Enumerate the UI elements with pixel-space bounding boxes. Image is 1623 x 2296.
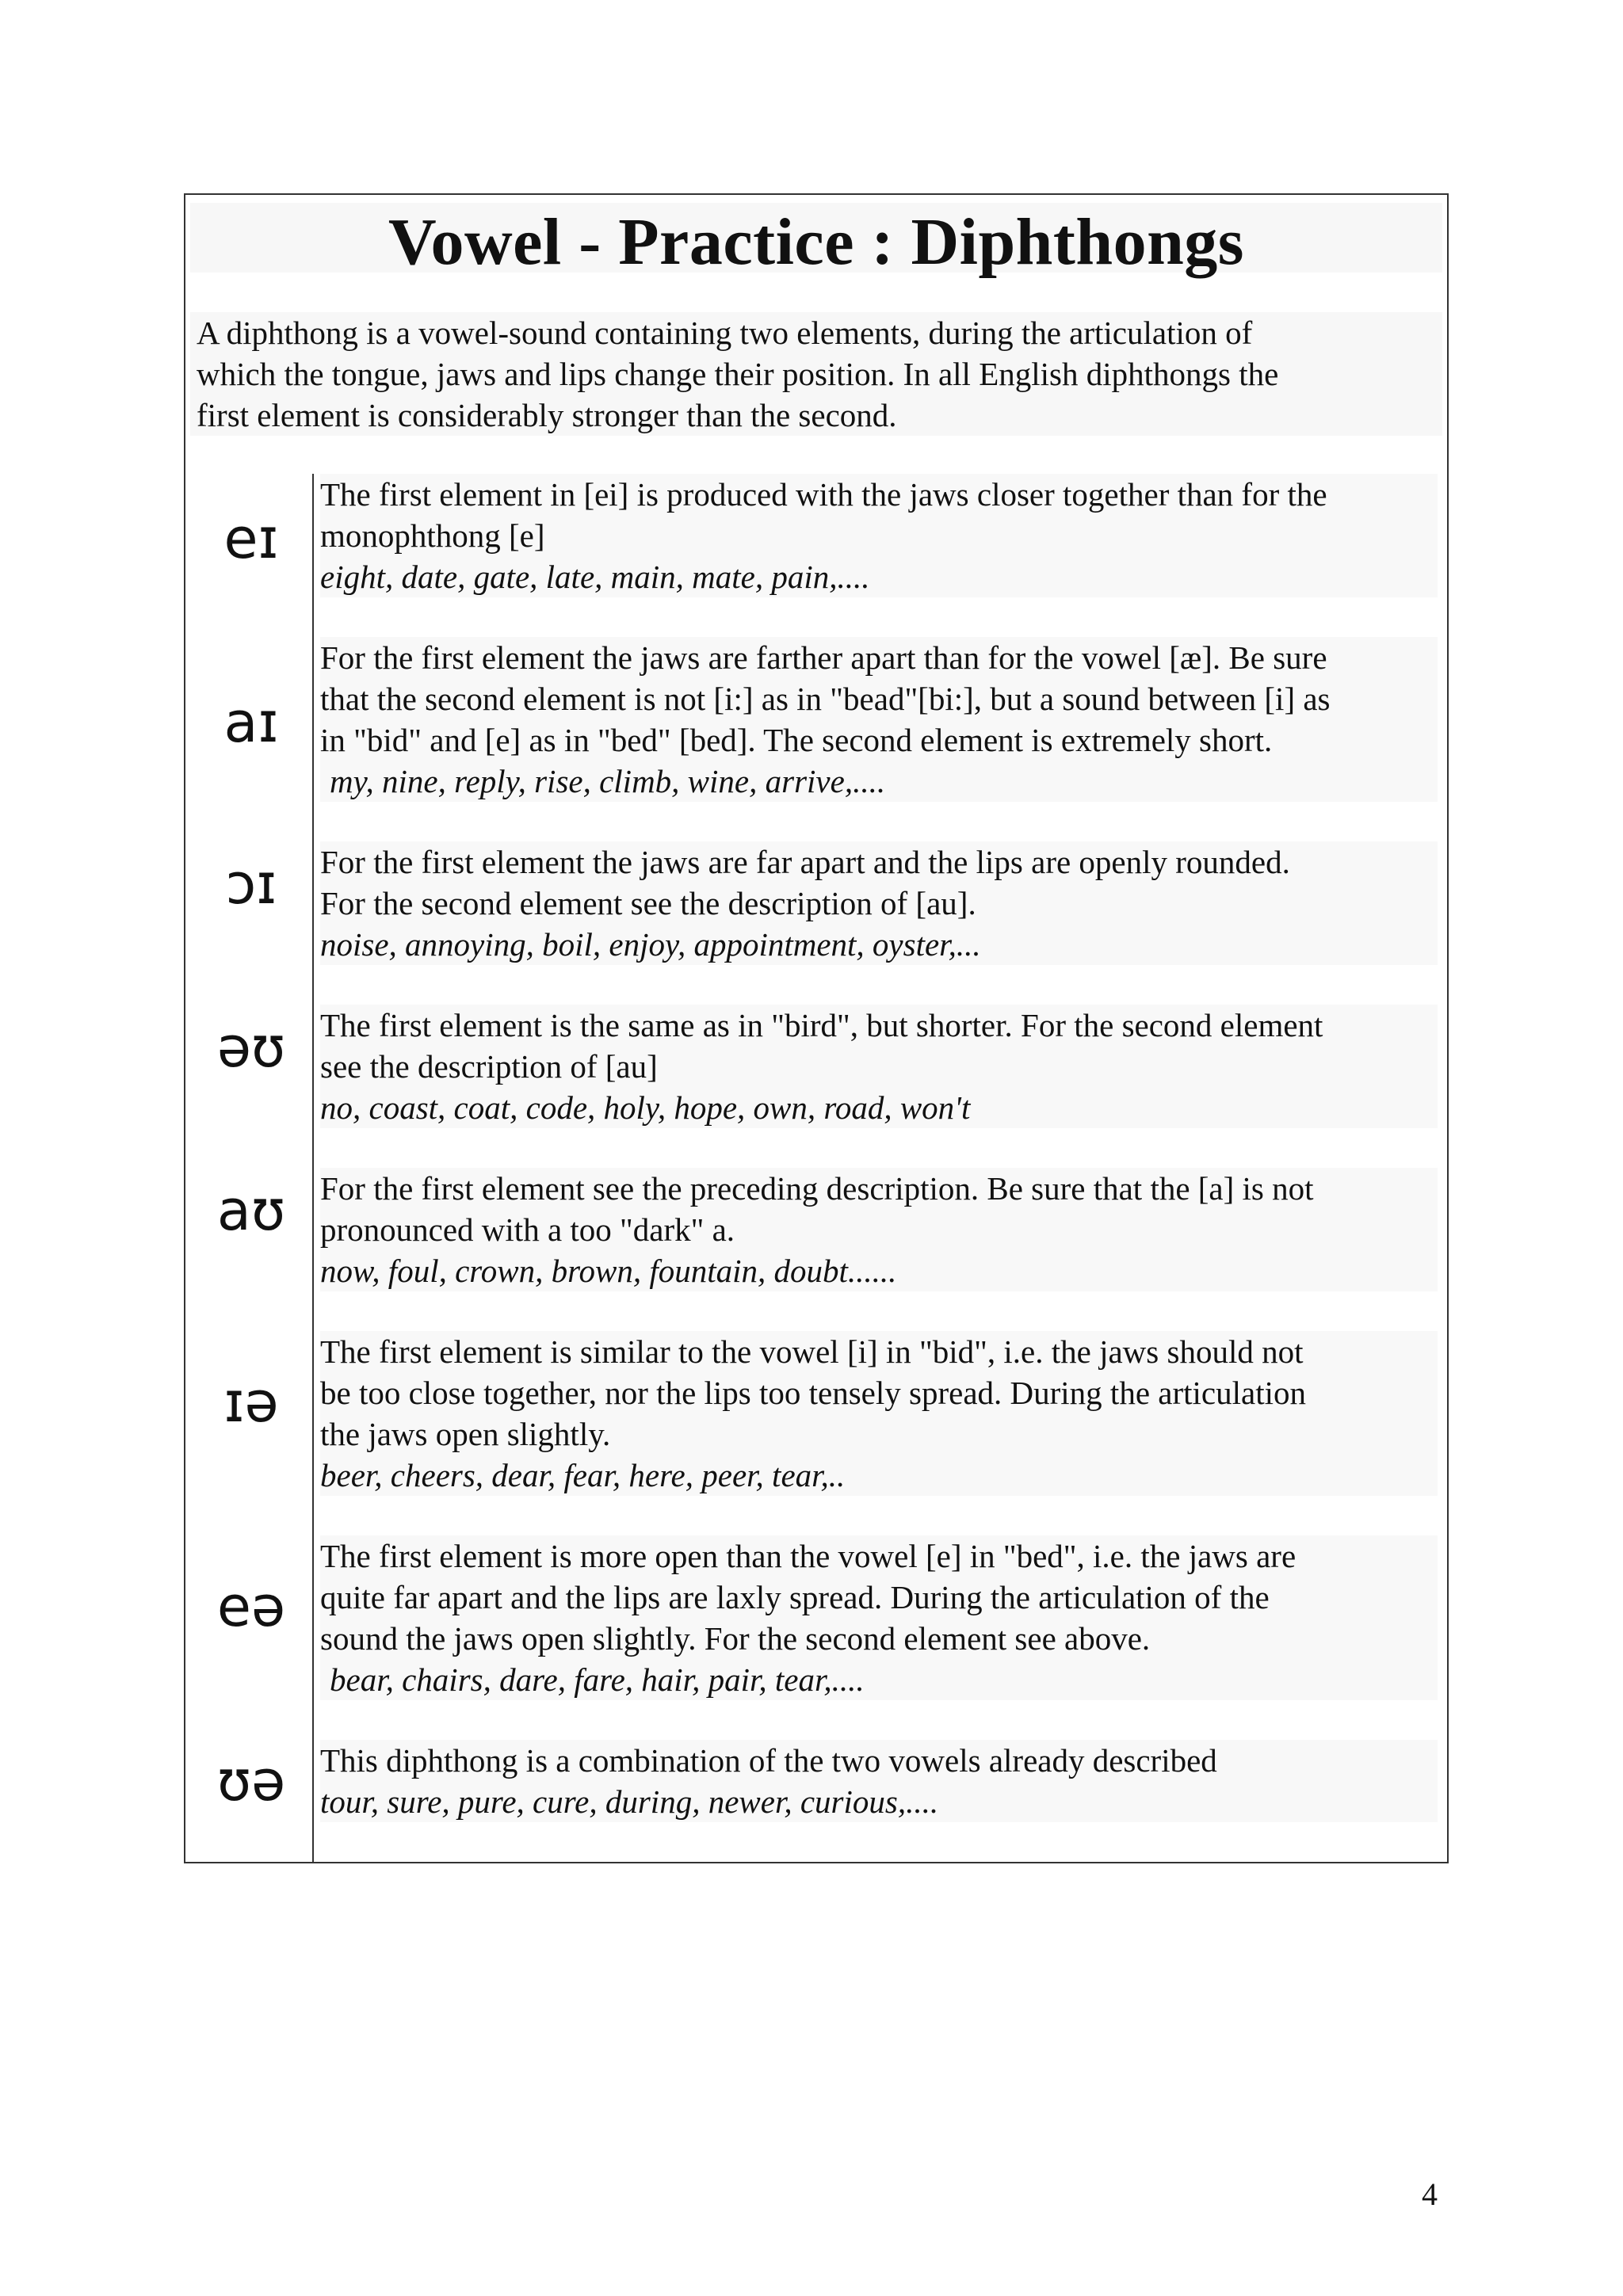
diphthong-entry-oi (320, 841, 1438, 965)
diphthong-entry-ei (320, 474, 1438, 597)
intro-line: A diphthong is a vowel-sound containing two elements, during the articulation of (197, 315, 1253, 351)
description-line: sound the jaws open slightly. For the second element see above. (320, 1620, 1151, 1657)
description-line: the jaws open slightly. (320, 1416, 611, 1452)
diphthong-symbol-ou: əʊ (216, 1015, 286, 1080)
diphthong-entry-ou (320, 1005, 1438, 1128)
example-words: eight, date, gate, late, main, mate, pain,.... (320, 559, 870, 595)
title-band (190, 203, 1442, 279)
page-title: Vowel - Practice : Diphthongs (388, 205, 1244, 279)
column-divider (312, 474, 314, 1863)
diphthong-entry-ai (320, 637, 1438, 802)
description-line: The first element is more open than the vowel [e] in "bed", i.e. the jaws are (320, 1538, 1296, 1574)
diphthong-symbol-oi: ɔɪ (225, 852, 277, 917)
description-line: For the first element the jaws are farther apart than for the vowel [æ]. Be sure (320, 639, 1327, 676)
content-frame (184, 193, 1449, 1863)
example-words: beer, cheers, dear, fear, here, peer, tear,.. (320, 1457, 846, 1493)
description-line: monophthong [e] (320, 517, 545, 554)
description-line: For the second element see the description of [au]. (320, 885, 976, 921)
intro-line: which the tongue, jaws and lips change their position. In all English diphthongs the (197, 356, 1279, 392)
description-line: be too close together, nor the lips too tensely spread. During the articulation (320, 1375, 1306, 1411)
diphthong-symbol-ei: eɪ (223, 506, 279, 571)
intro-line: first element is considerably stronger than the second. (197, 397, 897, 433)
diphthong-symbol-ia: ɪə (223, 1370, 279, 1435)
page-number: 4 (1422, 2176, 1438, 2212)
example-words: bear, chairs, dare, fare, hair, pair, tear,.... (330, 1661, 865, 1698)
description-line: The first element is the same as in "bird", but shorter. For the second element (320, 1007, 1323, 1043)
intro-paragraph (190, 312, 1442, 436)
diphthong-entry-ia (320, 1331, 1438, 1496)
description-line: For the first element the jaws are far apart and the lips are openly rounded. (320, 844, 1290, 880)
diphthong-entry-ua (320, 1740, 1438, 1822)
description-line: pronounced with a too "dark" a. (320, 1211, 735, 1248)
example-words: noise, annoying, boil, enjoy, appointment, oyster,... (320, 926, 981, 963)
description-line: For the first element see the preceding description. Be sure that the [a] is not (320, 1170, 1314, 1207)
description-line: The first element in [ei] is produced with the jaws closer together than for the (320, 476, 1327, 513)
description-line: that the second element is not [i:] as in "bead"[bi:], but a sound between [i] as (320, 681, 1331, 717)
example-words: no, coast, coat, code, holy, hope, own, road, won't (320, 1089, 971, 1126)
example-words: now, foul, crown, brown, fountain, doubt...... (320, 1253, 897, 1289)
diphthong-entry-ea (320, 1535, 1438, 1700)
example-words: my, nine, reply, rise, climb, wine, arrive,.... (330, 763, 886, 799)
description-line: in "bid" and [e] as in "bed" [bed]. The second element is extremely short. (320, 722, 1273, 758)
diphthong-symbol-ua: ʊə (216, 1749, 286, 1814)
description-line: quite far apart and the lips are laxly spread. During the articulation of the (320, 1579, 1270, 1615)
description-line: see the description of [au] (320, 1048, 658, 1085)
diphthong-symbol-ea: eə (216, 1574, 286, 1639)
example-words: tour, sure, pure, cure, during, newer, curious,.... (320, 1783, 939, 1820)
diphthong-symbol-ai: aɪ (223, 690, 279, 755)
description-line: The first element is similar to the vowel [i] in "bid", i.e. the jaws should not (320, 1333, 1304, 1370)
description-line: This diphthong is a combination of the two vowels already described (320, 1742, 1217, 1779)
diphthong-symbol-au: aʊ (216, 1178, 286, 1243)
diphthong-entry-au (320, 1168, 1438, 1291)
